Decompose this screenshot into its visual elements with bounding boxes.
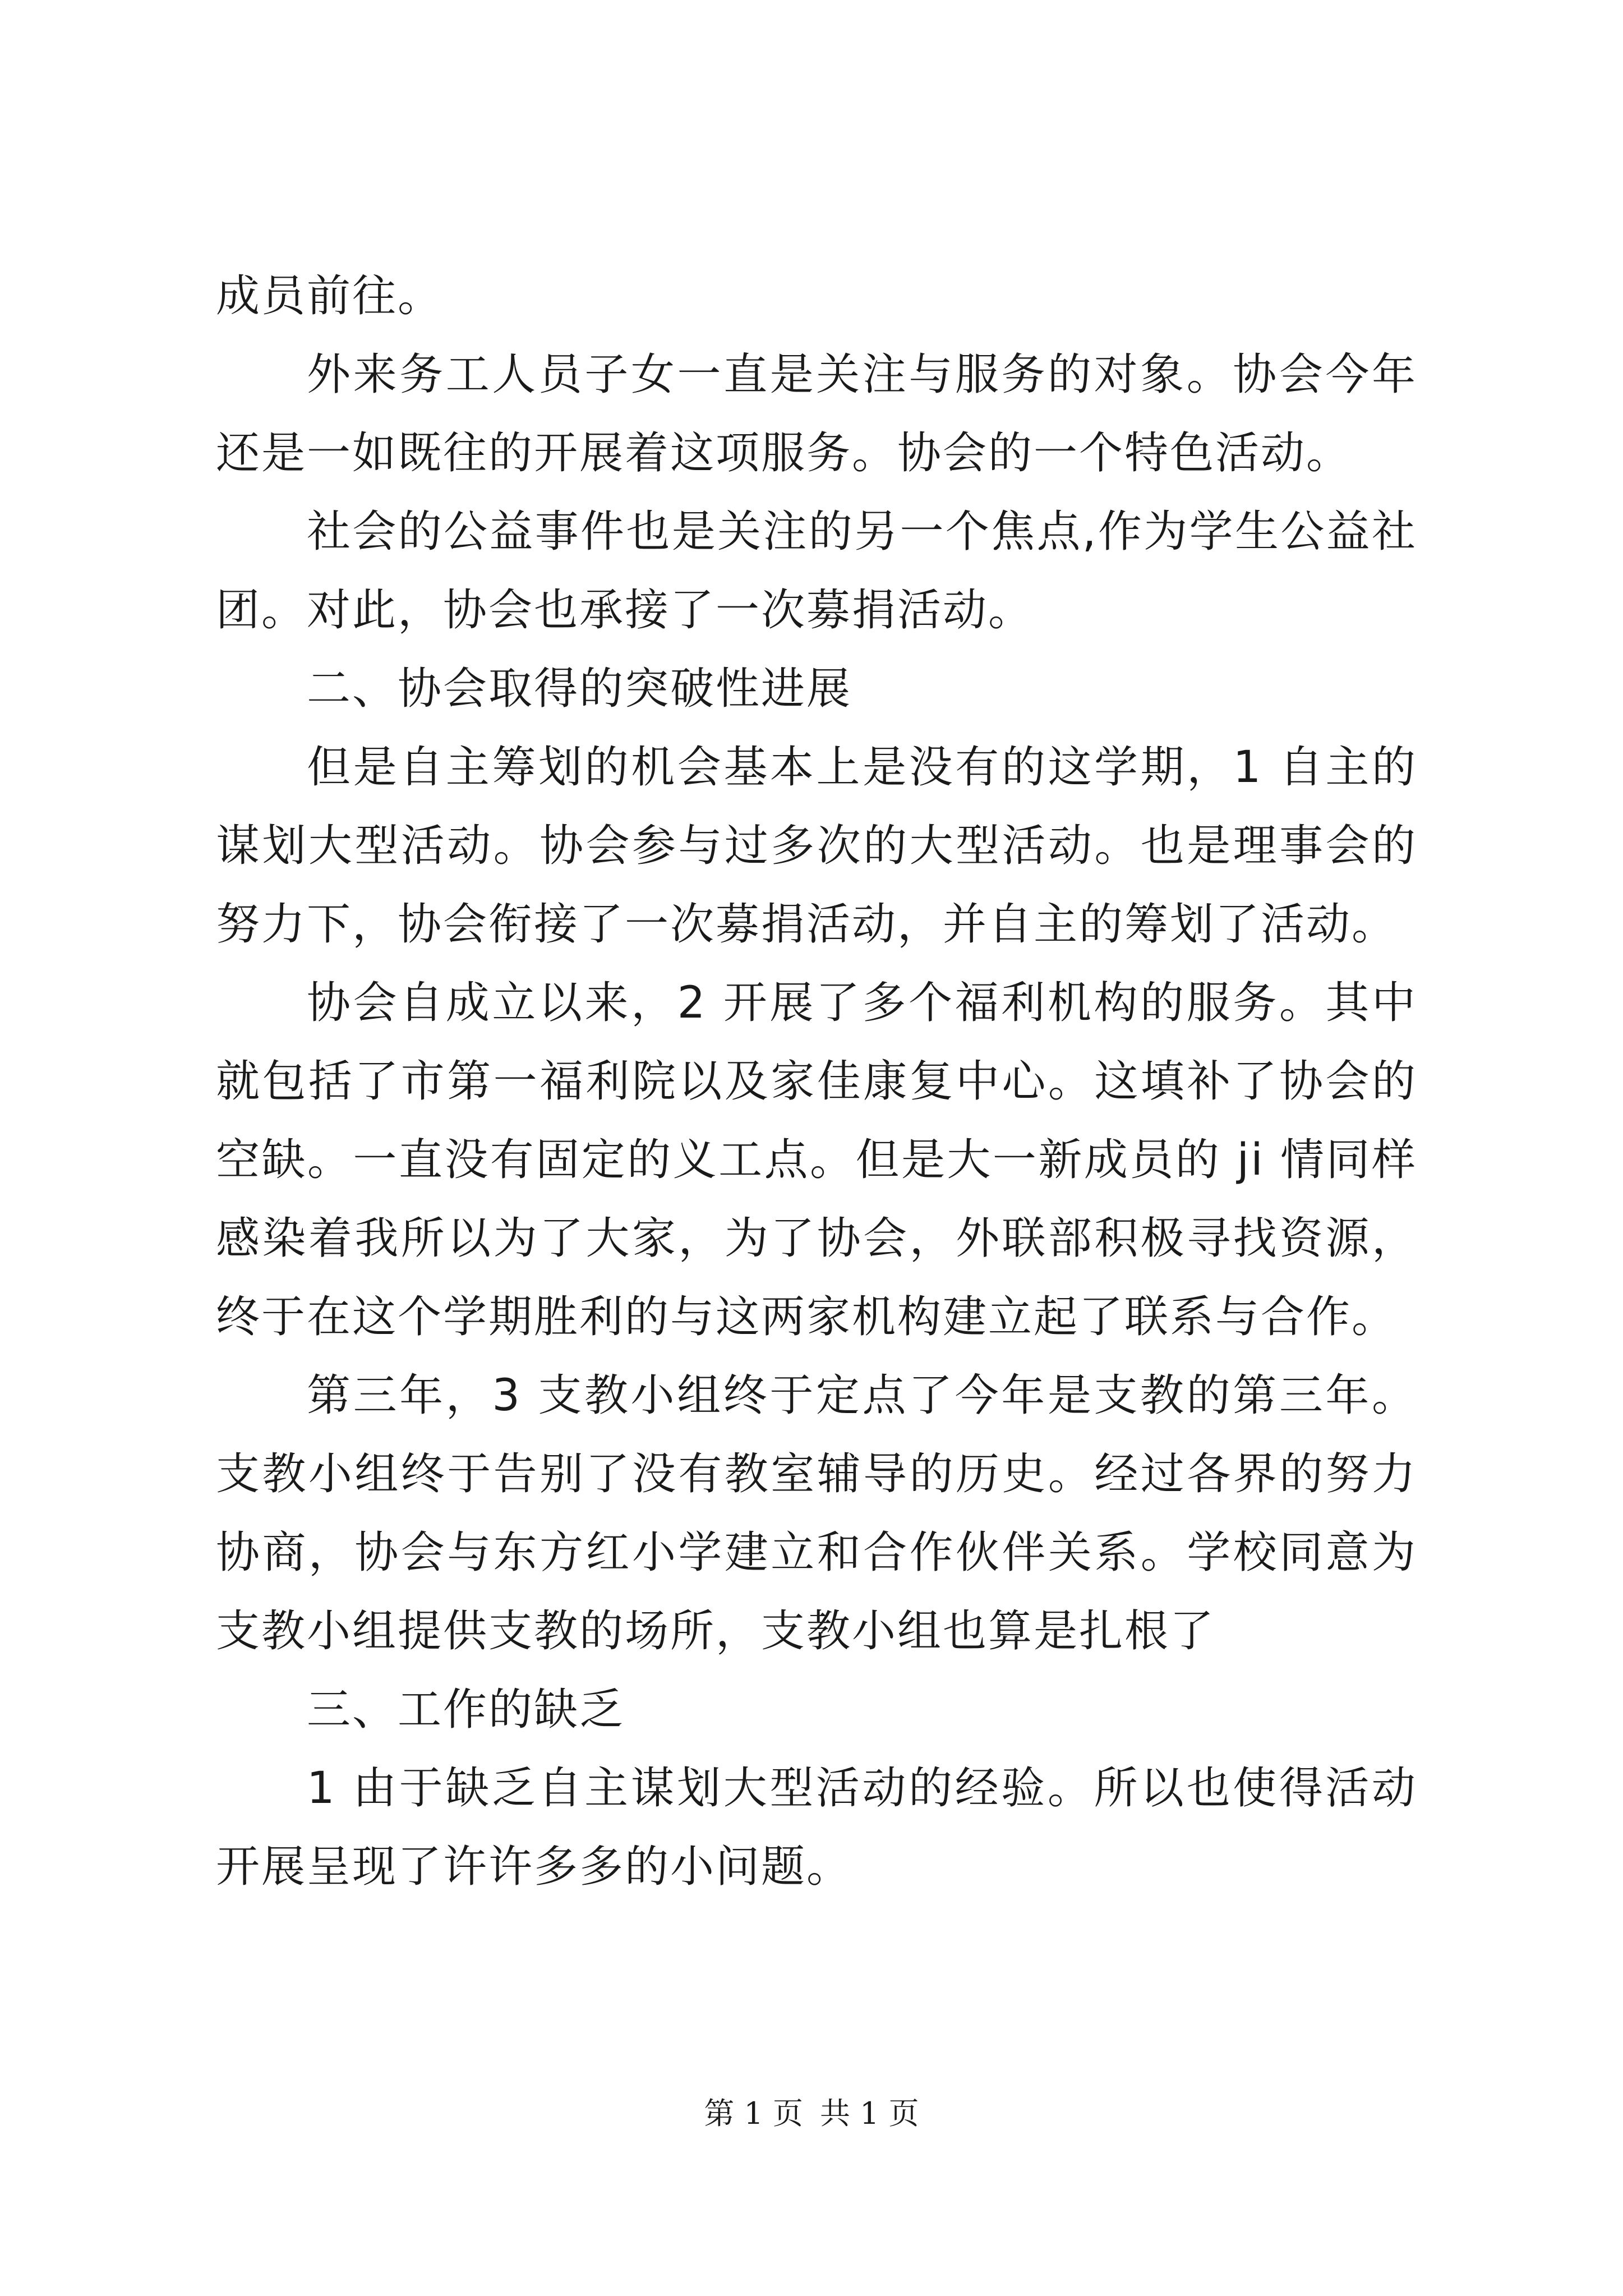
page-footer	[0, 2091, 1623, 2136]
section-heading-progress: 二、协会取得的突破性进展	[307, 664, 852, 714]
document-body	[216, 257, 1417, 1906]
section-heading-shortcomings: 三、工作的缺乏	[307, 1685, 625, 1735]
paragraph-progress-1: 但是自主筹划的机会基本上是没有的这学期，1 自主的谋划大型活动。协会参与过多次的大型活动。也是理事会的努力下，协会衔接了一次募捐活动，并自主的筹划了活动。	[216, 742, 1417, 950]
page-number: 第 1 页	[704, 2096, 803, 2131]
paragraph-shortcoming-1: 1 由于缺乏自主谋划大型活动的经验。所以也使得活动开展呈现了许许多多的小问题。	[216, 1763, 1417, 1892]
paragraph-continuation: 成员前往。	[216, 271, 444, 321]
paragraph-migrant-children: 外来务工人员子女一直是关注与服务的对象。协会今年还是一如既往的开展着这项服务。协会的一个特色活动。	[216, 349, 1417, 478]
page-total: 共 1 页	[820, 2096, 919, 2131]
paragraph-public-welfare: 社会的公益事件也是关注的另一个焦点,作为学生公益社团。对此，协会也承接了一次募捐活动。	[216, 507, 1417, 636]
paragraph-progress-3: 第三年，3 支教小组终于定点了今年是支教的第三年。支教小组终于告别了没有教室辅导的历史。经过各界的努力协商，协会与东方红小学建立和合作伙伴关系。学校同意为支教小组提供支教的场所，支教小组也算是扎根了	[216, 1370, 1417, 1657]
paragraph-progress-2: 协会自成立以来，2 开展了多个福利机构的服务。其中就包括了市第一福利院以及家佳康复中心。这填补了协会的空缺。一直没有固定的义工点。但是大一新成员的 ji 情同样感染着我所以为了大家，为了协会，外联部积极寻找资源，终于在这个学期胜利的与这两家机构建立起了联系与合作。	[216, 978, 1417, 1342]
